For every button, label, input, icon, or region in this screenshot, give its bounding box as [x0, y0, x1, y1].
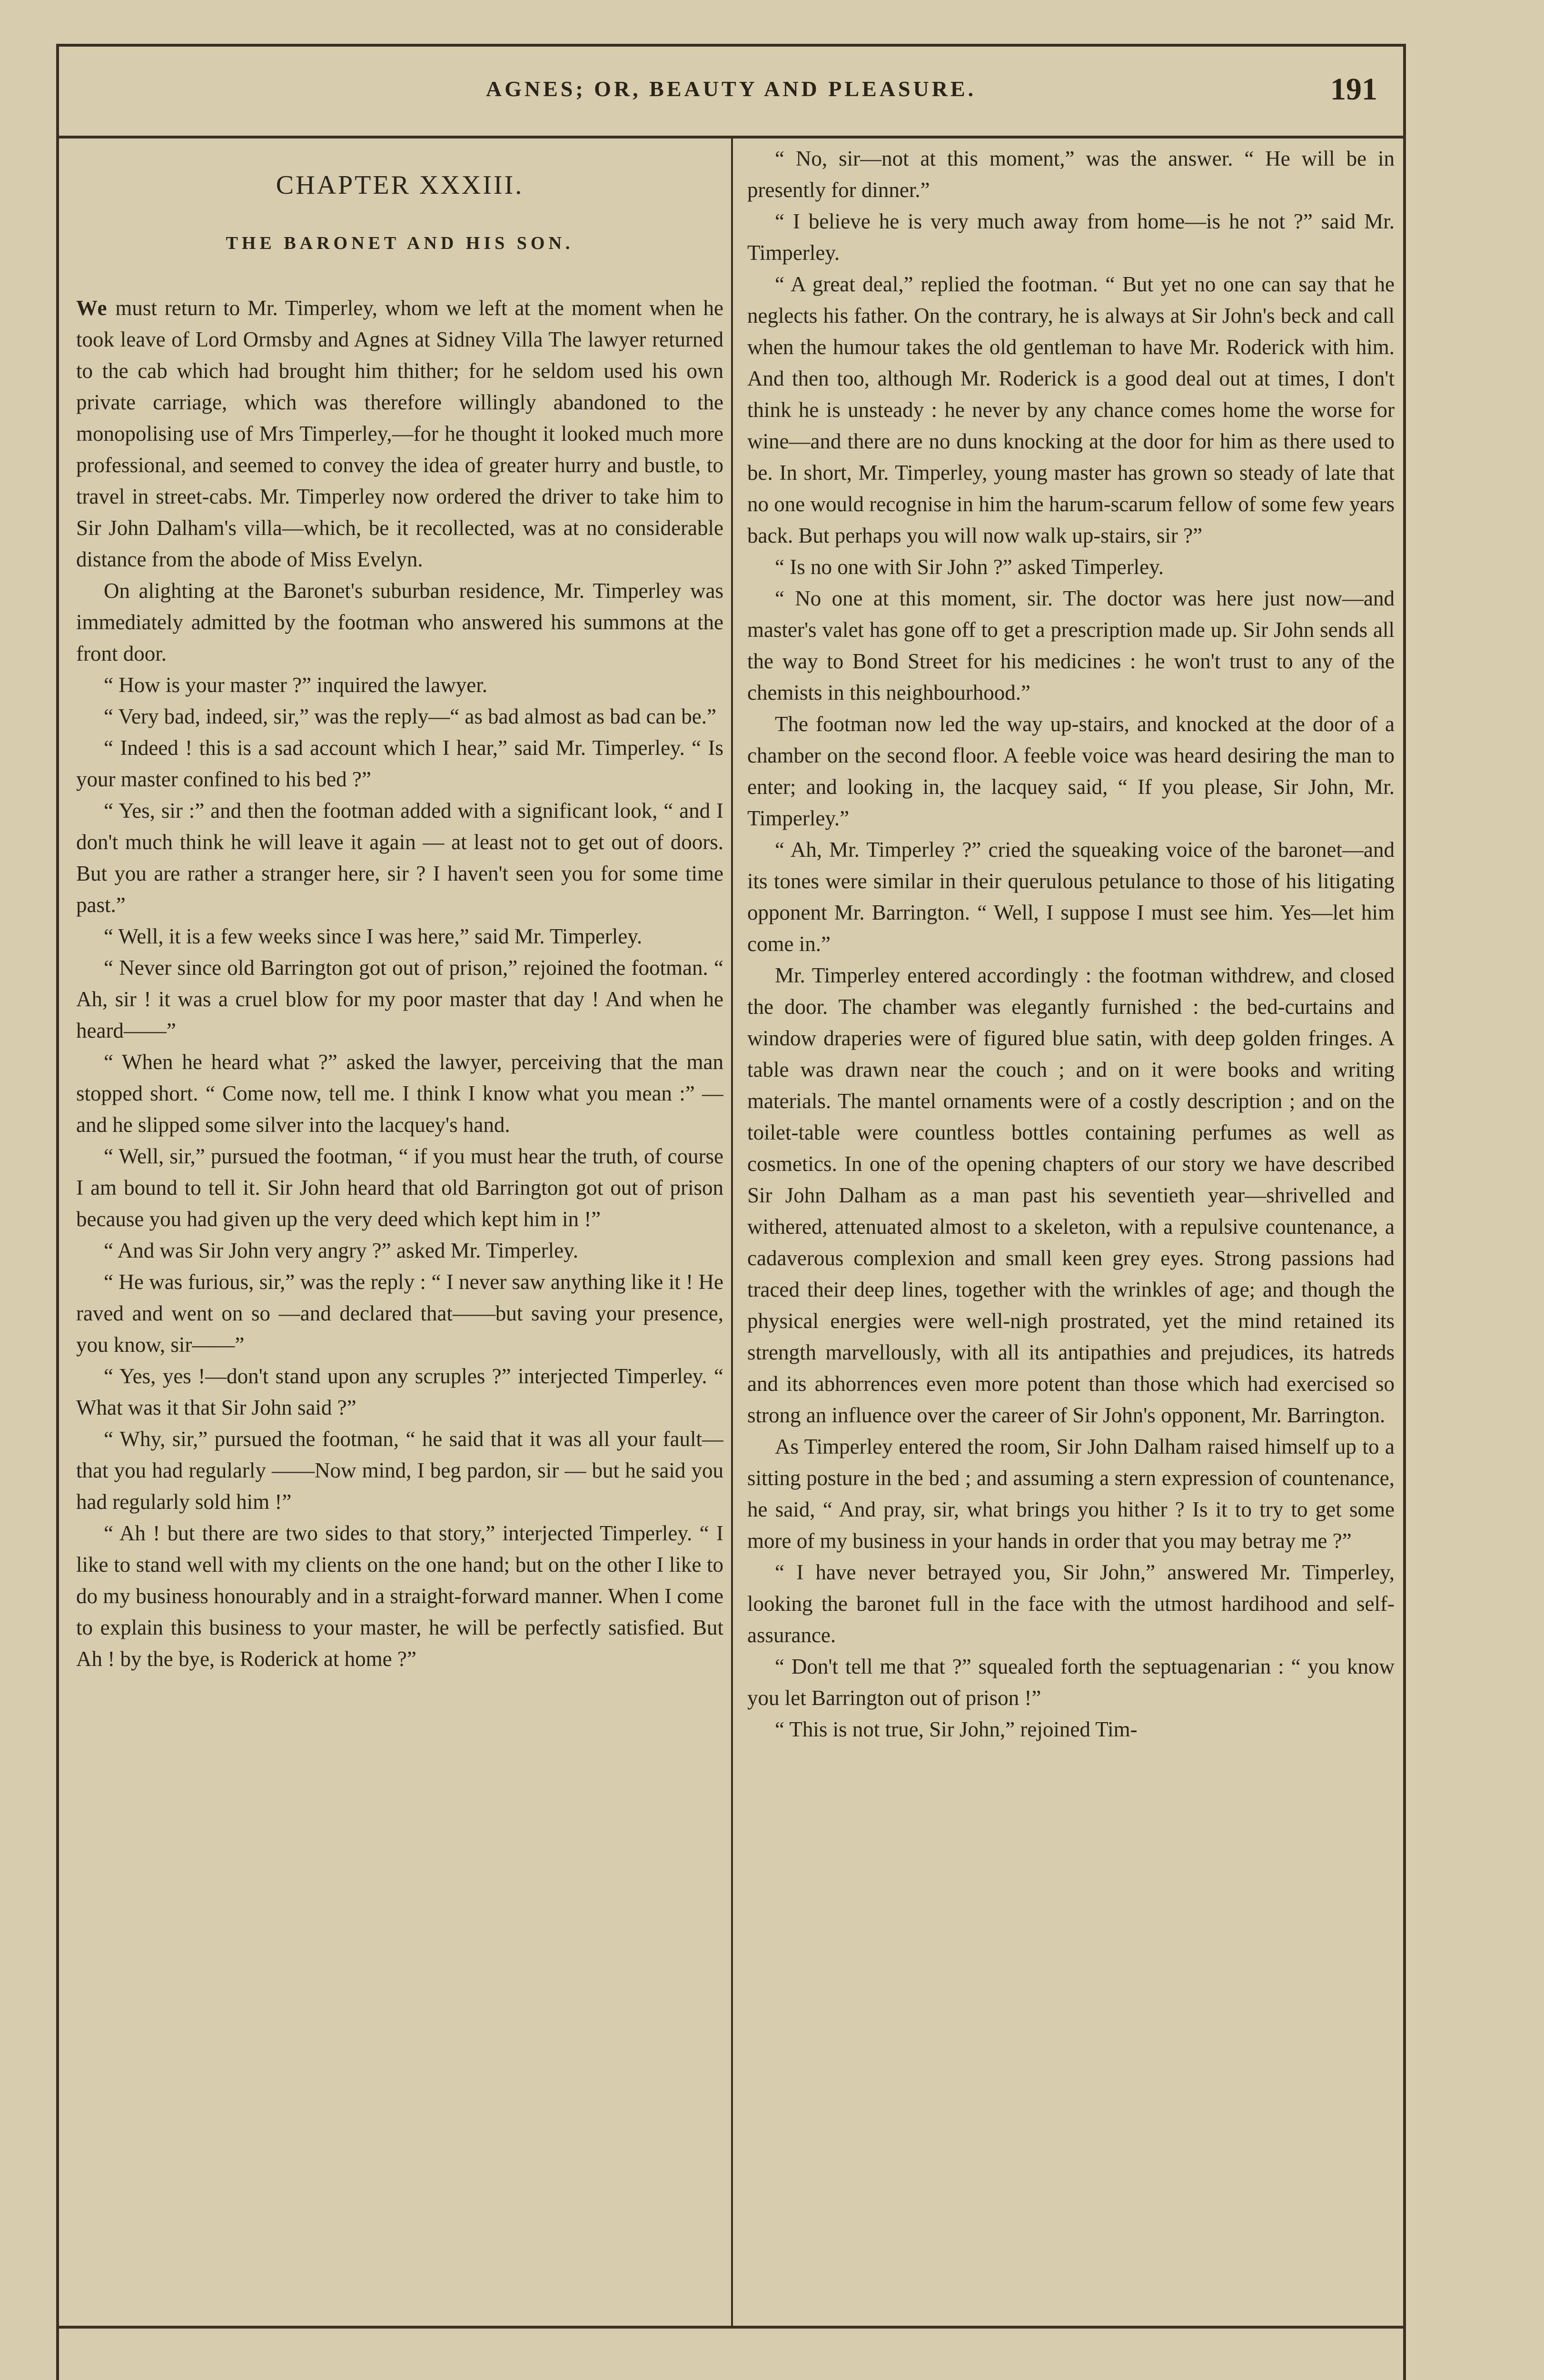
paragraph: “ And was Sir John very angry ?” asked Mr. Timperley. [104, 1239, 578, 1262]
paragraph: “ Is no one with Sir John ?” asked Timperley. [775, 555, 1164, 579]
right-column [747, 143, 1395, 2313]
page-number: 191 [1330, 72, 1377, 107]
paragraph: “ Indeed ! this is a sad account which I hear,” said Mr. Timperley. “ Is your master confined to his bed ?” [76, 736, 723, 791]
first-word: We [76, 296, 108, 320]
paragraph: “ How is your master ?” inquired the lawyer. [104, 673, 488, 697]
paragraph: “ Don't tell me that ?” squealed forth the septuagenarian : “ you know you let Barrington out of prison !” [747, 1655, 1395, 1710]
paragraph-text: must return to Mr. Timperley, whom we left at the moment when he took leave of Lord Ormsby and Agnes at Sidney Villa The lawyer returned to the cab which had brought him thither; for he seldom used his own private carriage, which was therefore willingly abandoned to the monopolising use of Mrs Timperley,—for he thought it looked much more professional, and seemed to convey the idea of greater hurry and bustle, to travel in street-cabs. Mr. Timperley now ordered the driver to take him to Sir John Dalham's villa—which, be it recollected, was at no considerable distance from the abode of Miss Evelyn. [76, 296, 723, 571]
paragraph: “ I have never betrayed you, Sir John,” answered Mr. Timperley, looking the baronet full in the face with the utmost hardihood and self-assurance. [747, 1560, 1395, 1647]
paragraph: “ Very bad, indeed, sir,” was the reply—“ as bad almost as bad can be.” [104, 704, 716, 728]
paragraph: On alighting at the Baronet's suburban residence, Mr. Timperley was immediately admitted by the footman who answered his summons at the front door. [76, 579, 723, 665]
paragraph: “ He was furious, sir,” was the reply : “ I never saw anything like it ! He raved and went on so —and declared that——but saving your presence, you know, sir——” [76, 1270, 723, 1357]
paragraph: “ Yes, sir :” and then the footman added with a significant look, “ and I don't much think he will leave it again — at least not to get out of doors. But you are rather a stranger here, sir ? I haven't seen you for some time past.” [76, 799, 723, 917]
paragraph: Mr. Timperley entered accordingly : the footman withdrew, and closed the door. The chamber was elegantly furnished : the bed-curtains and window draperies were of figured blue satin, with deep golden fringes. A table was drawn near the couch ; and on it were books and writing materials. The mantel ornaments were of a costly description ; and on the toilet-table were countless bottles containing perfumes as well as cosmetics. In one of the opening chapters of our story we have described Sir John Dalham as a man past his seventieth year—shrivelled and withered, attenuated almost to a skeleton, with a repulsive countenance, a cadaverous complexion and small keen grey eyes. Strong passions had traced their deep lines, together with the wrinkles of age; and though the physical energies were well-nigh prostrated, yet the mind retained its strength marvellously, with all its antipathies and prejudices, its hatreds and its abhorrences even more potent than those which had exercised so strong an influence over the career of Sir John's opponent, Mr. Barrington. [747, 963, 1395, 1427]
paragraph: “ No one at this moment, sir. The doctor was here just now—and master's valet has gone off to get a prescription made up. Sir John sends all the way to Bond Street for his medicines : he won't trust to any of the chemists in this neighbourhood.” [747, 586, 1395, 704]
footer-rule [56, 2326, 1406, 2329]
chapter-subtitle: THE BARONET AND HIS SON. [226, 233, 574, 253]
paragraph: “ Well, sir,” pursued the footman, “ if you must hear the truth, of course I am bound to tell it. Sir John heard that old Barrington got out of prison because you had given up the very deed which kept him in !” [76, 1144, 723, 1231]
paragraph: “ A great deal,” replied the footman. “ But yet no one can say that he neglects his father. On the contrary, he is always at Sir John's beck and call when the humour takes the old gentleman to have Mr. Roderick with him. And then too, although Mr. Roderick is a good deal out at times, I don't think he is unsteady : he never by any chance comes home the worse for wine—and there are no duns knocking at the door for him as there used to be. In short, Mr. Timperley, young master has grown so steady of late that no one would recognise in him the harum-scarum fellow of some few years back. But perhaps you will now walk up-stairs, sir ?” [747, 272, 1395, 547]
left-column [76, 143, 723, 2313]
running-head [56, 71, 1406, 129]
paragraph: “ Yes, yes !—don't stand upon any scruples ?” interjected Timperley. “ What was it that Sir John said ?” [76, 1364, 723, 1419]
paragraph: “ Well, it is a few weeks since I was here,” said Mr. Timperley. [104, 924, 643, 948]
paragraph: “ Never since old Barrington got out of prison,” rejoined the footman. “ Ah, sir ! it was a cruel blow for my poor master that day ! And when he heard——” [76, 956, 723, 1042]
paragraph: “ This is not true, Sir John,” rejoined Tim- [775, 1717, 1138, 1741]
running-title: AGNES; OR, BEAUTY AND PLEASURE. [485, 77, 977, 101]
paragraph: “ Ah, Mr. Timperley ?” cried the squeaking voice of the baronet—and its tones were similar in their querulous petulance to those of his litigating opponent Mr. Barrington. “ Well, I suppose I must see him. Yes—let him come in.” [747, 838, 1395, 956]
paragraph: The footman now led the way up-stairs, and knocked at the door of a chamber on the second floor. A feeble voice was heard desiring the man to enter; and looking in, the lacquey said, “ If you please, Sir John, Mr. Timperley.” [747, 712, 1395, 830]
paragraph: “ When he heard what ?” asked the lawyer, perceiving that the man stopped short. “ Come now, tell me. I think I know what you mean :” —and he slipped some silver into the lacquey's hand. [76, 1050, 723, 1137]
paragraph: “ No, sir—not at this moment,” was the answer. “ He will be in presently for dinner.” [747, 147, 1395, 202]
column-divider [731, 139, 733, 2326]
paragraph: As Timperley entered the room, Sir John Dalham raised himself up to a sitting posture in the bed ; and assuming a stern expression of countenance, he said, “ And pray, sir, what brings you hither ? Is it to try to get some more of my business in your hands in order that you may betray me ?” [747, 1435, 1395, 1553]
paragraph: “ Ah ! but there are two sides to that story,” interjected Timperley. “ I like to stand well with my clients on the one hand; but on the other I like to do my business honourably and in a straight-forward manner. When I come to explain this business to your master, he will be perfectly satisfied. But Ah ! by the bye, is Roderick at home ?” [76, 1521, 723, 1671]
paragraph: “ I believe he is very much away from home—is he not ?” said Mr. Timperley. [747, 209, 1395, 265]
paragraph: “ Why, sir,” pursued the footman, “ he said that it was all your fault—that you had regularly ——Now mind, I beg pardon, sir — but he said you had regularly sold him !” [76, 1427, 723, 1514]
paragraph [76, 292, 723, 575]
chapter-title: CHAPTER XXXIII. [276, 170, 524, 200]
